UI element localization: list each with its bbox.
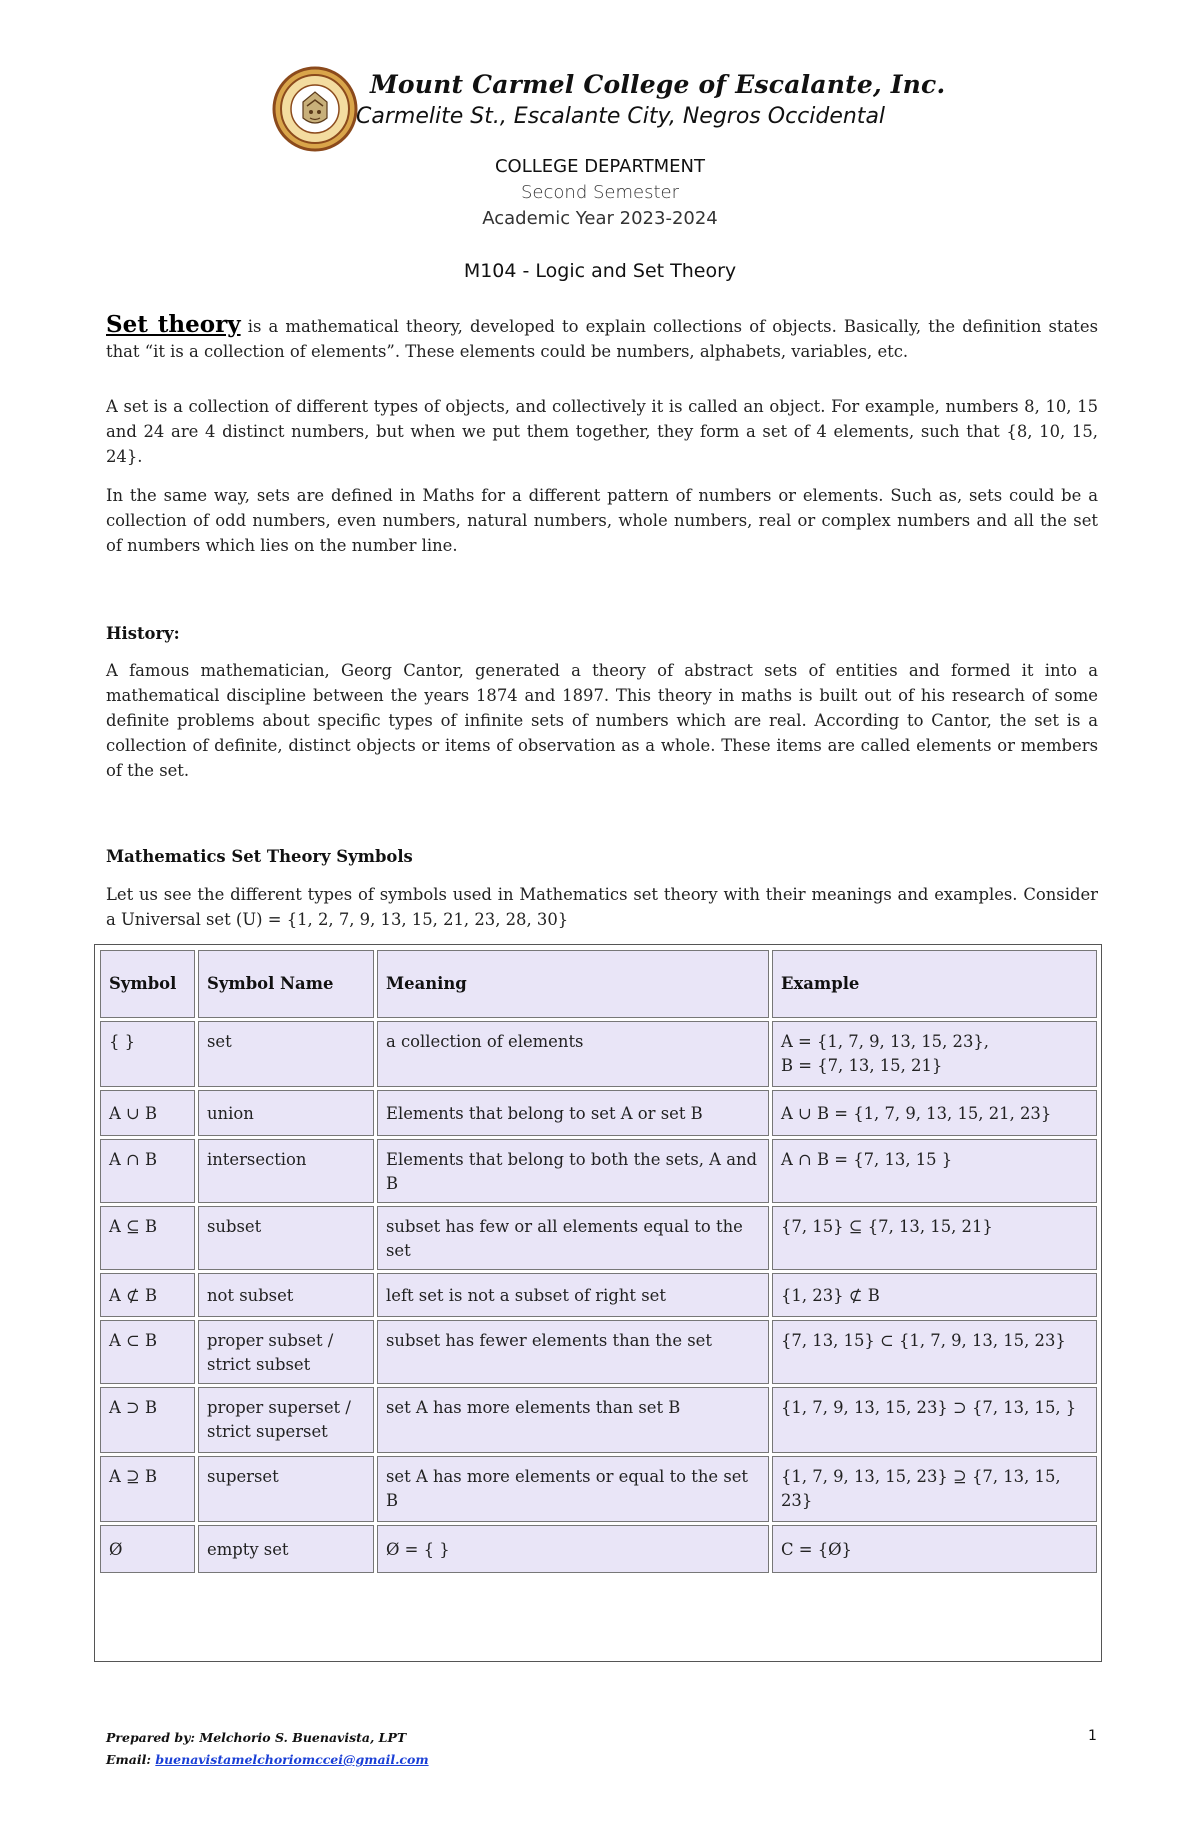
department-title: COLLEGE DEPARTMENT — [494, 156, 705, 177]
page-number: 1 — [1088, 1728, 1097, 1744]
cell-symbol-name: proper subset / strict subset — [198, 1320, 374, 1384]
cell-symbol: A ⊆ B — [100, 1206, 195, 1270]
cell-example: {7, 15} ⊆ {7, 13, 15, 21} — [772, 1206, 1097, 1270]
table-header-row — [100, 950, 1097, 1018]
history-heading: History: — [106, 624, 180, 643]
table-row — [100, 1525, 1097, 1573]
footer-email — [106, 1752, 429, 1767]
header-symbol: Symbol — [100, 950, 195, 1018]
table-row — [100, 1273, 1097, 1317]
cell-example: A = {1, 7, 9, 13, 15, 23}, B = {7, 13, 15, 21} — [772, 1021, 1097, 1087]
cell-example: {7, 13, 15} ⊂ {1, 7, 9, 13, 15, 23} — [772, 1320, 1097, 1384]
cell-meaning: Elements that belong to set A or set B — [377, 1090, 769, 1136]
lead-term: Set theory — [106, 311, 241, 338]
academic-year: Academic Year 2023-2024 — [482, 208, 718, 229]
cell-symbol: A ∪ B — [100, 1090, 195, 1136]
intro-paragraph-3: In the same way, sets are defined in Maths for a different pattern of numbers or elements. Such as, sets could be a collection of odd numbers, even numbers, natural numbers, whole numbers, real or complex numbers and all the set of numbers which lies on the number line. — [106, 486, 1098, 555]
table-row — [100, 1021, 1097, 1087]
table-row — [100, 1090, 1097, 1136]
cell-example: A ∩ B = {7, 13, 15 } — [772, 1139, 1097, 1203]
email-label: Email: — [106, 1752, 156, 1767]
header-symbol-name: Symbol Name — [198, 950, 374, 1018]
cell-meaning: Elements that belong to both the sets, A and B — [377, 1139, 769, 1203]
cell-symbol: A ⊂ B — [100, 1320, 195, 1384]
symbols-table — [97, 947, 1100, 1576]
cell-meaning: set A has more elements than set B — [377, 1387, 769, 1453]
header-meaning: Meaning — [377, 950, 769, 1018]
cell-example: A ∪ B = {1, 7, 9, 13, 15, 21, 23} — [772, 1090, 1097, 1136]
cell-symbol-name: set — [198, 1021, 374, 1087]
cell-example: {1, 7, 9, 13, 15, 23} ⊇ {7, 13, 15, 23} — [772, 1456, 1097, 1522]
cell-meaning: subset has fewer elements than the set — [377, 1320, 769, 1384]
cell-example: C = {Ø} — [772, 1525, 1097, 1573]
intro-paragraph-1-text: is a mathematical theory, developed to explain collections of objects. Basically, the definition states that “it is a collection of elements”. These elements could be numbers, alphabets, variables, etc. — [106, 317, 1098, 361]
cell-meaning: left set is not a subset of right set — [377, 1273, 769, 1317]
cell-symbol-name: not subset — [198, 1273, 374, 1317]
cell-meaning: a collection of elements — [377, 1021, 769, 1087]
cell-example: {1, 7, 9, 13, 15, 23} ⊃ {7, 13, 15, } — [772, 1387, 1097, 1453]
course-title: M104 - Logic and Set Theory — [463, 260, 737, 282]
symbols-table-frame — [94, 944, 1102, 1662]
intro-paragraph-2: A set is a collection of different types of objects, and collectively it is called an object. For example, numbers 8, 10, 15 and 24 are 4 distinct numbers, but when we put them together, they form a set of 4 elements, such that {8, 10, 15, 24}. — [106, 397, 1098, 466]
cell-symbol: { } — [100, 1021, 195, 1087]
table-row — [100, 1320, 1097, 1384]
semester: Second Semester — [521, 182, 679, 203]
cell-symbol: A ⊃ B — [100, 1387, 195, 1453]
table-row — [100, 1206, 1097, 1270]
cell-symbol: Ø — [100, 1525, 195, 1573]
email-link[interactable]: buenavistamelchoriomccei@gmail.com — [155, 1752, 429, 1767]
table-row — [100, 1139, 1097, 1203]
cell-symbol-name: union — [198, 1090, 374, 1136]
header-example: Example — [772, 950, 1097, 1018]
cell-symbol: A ⊇ B — [100, 1456, 195, 1522]
cell-symbol: A ∩ B — [100, 1139, 195, 1203]
cell-meaning: set A has more elements or equal to the set B — [377, 1456, 769, 1522]
cell-meaning: Ø = { } — [377, 1525, 769, 1573]
cell-symbol: A ⊄ B — [100, 1273, 195, 1317]
cell-symbol-name: superset — [198, 1456, 374, 1522]
prepared-by: Prepared by: Melchorio S. Buenavista, LPT — [106, 1730, 407, 1745]
college-address: Carmelite St., Escalante City, Negros Occidental — [356, 104, 886, 129]
cell-symbol-name: subset — [198, 1206, 374, 1270]
college-seal-icon — [272, 66, 358, 152]
table-row — [100, 1387, 1097, 1453]
cell-meaning: subset has few or all elements equal to the set — [377, 1206, 769, 1270]
history-paragraph: A famous mathematician, Georg Cantor, generated a theory of abstract sets of entities and formed it into a mathematical discipline between the years 1874 and 1897. This theory in maths is built out of his research of some definite problems about specific types of infinite sets of numbers which are real. According to Cantor, the set is a collection of definite, distinct objects or items of observation as a whole. These items are called elements or members of the set. — [106, 661, 1098, 780]
table-row — [100, 1456, 1097, 1522]
cell-symbol-name: proper superset / strict superset — [198, 1387, 374, 1453]
symbols-intro: Let us see the different types of symbols used in Mathematics set theory with their meanings and examples. Consider a Universal set (U) = {1, 2, 7, 9, 13, 15, 21, 23, 28, 30} — [106, 885, 1098, 929]
intro-paragraph-1 — [106, 312, 1098, 364]
cell-symbol-name: empty set — [198, 1525, 374, 1573]
cell-example: {1, 23} ⊄ B — [772, 1273, 1097, 1317]
cell-symbol-name: intersection — [198, 1139, 374, 1203]
college-name: Mount Carmel College of Escalante, Inc. — [370, 70, 946, 99]
symbols-heading: Mathematics Set Theory Symbols — [106, 847, 413, 866]
